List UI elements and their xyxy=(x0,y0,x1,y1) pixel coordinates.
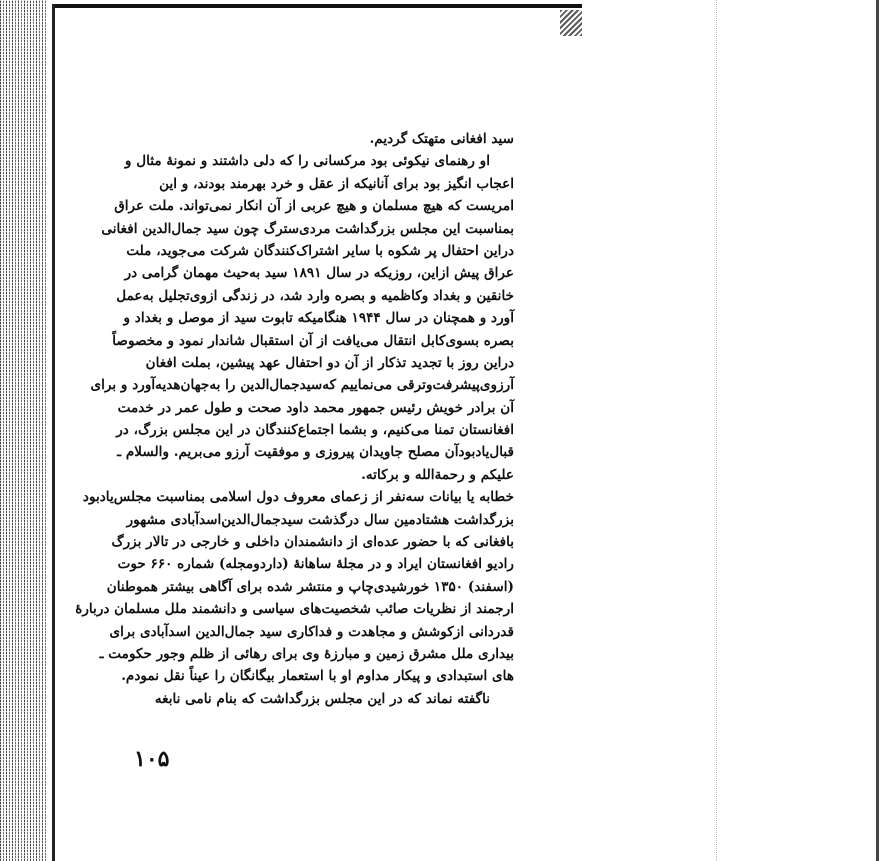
text-line: قدردانی ازکوشش و مجاهدت و فداکاری سید جمال‌الدین اسدآبادی برای xyxy=(109,623,514,640)
corner-scan-artifact xyxy=(560,10,582,36)
text-line: های استبدادی و پیکار مداوم او با استعمار بیگانگان را عیناً نقل نمودم. xyxy=(121,668,514,685)
text-line: بمناسبت این مجلس بزرگداشت مردی‌سترگ چون سید جمال‌الدین افغانی xyxy=(101,220,514,237)
text-line: (اسفند) ۱۳۵۰ خورشیدی‌چاپ و منتشر شده برای آگاهی بیشتر هموطنان xyxy=(106,578,514,595)
text-line: بصره بسوی‌کابل انتقال می‌یافت از آن استقبال شاندار نمود و مخصوصاً xyxy=(112,332,514,349)
text-line: افغانستان تمنا می‌کنیم، و بشما اجتماع‌کنندگان در این مجلس بزرگ، در xyxy=(116,422,514,439)
paragraph-1 xyxy=(130,128,514,150)
paragraph-2 xyxy=(90,150,514,486)
text-line: آن برادر خویش رئیس جمهور محمد داود صحت و طول عمر در خدمت xyxy=(117,399,514,416)
text-line: بزرگداشت هشتادمین سال درگذشت سیدجمال‌الدین‌اسدآبادی مشهور xyxy=(126,511,514,528)
text-line: ارجمند از نظریات صائب شخصیت‌های سیاسی و دانشمند ملل مسلمان دربارهٔ xyxy=(75,601,514,618)
page-top-border xyxy=(52,4,582,8)
text-line: خانقین و بغداد وکاظمیه و بصره وارد شد، در زندگی ازوی‌تجلیل به‌عمل xyxy=(116,287,514,304)
text-line: آورد و همچنان در سال ۱۹۴۴ هنگامیکه تابوت سید از موصل و بغداد و xyxy=(123,310,514,327)
text-line: اعجاب انگیز بود برای آنانیکه از عقل و خرد بهرمند بودند، و این xyxy=(159,175,514,192)
text-line: او رهنمای نیکوئی بود مرکسانی را که دلی داشتند و نمونهٔ مثال و xyxy=(124,153,490,170)
text-line: رادیو افغانستان ایراد و در مجلهٔ ساهانهٔ (داردومجله) شماره ۶۶۰ حوت xyxy=(117,556,514,573)
binding-noise xyxy=(0,0,48,861)
text-line: دراین روز با تجدید تذکار از آن دو احتفال عهد پیشین، بملت افغان xyxy=(145,354,514,371)
text-line: امریست که هیچ مسلمان و هیچ عربی از آن انکار نمی‌تواند. ملت عراق xyxy=(114,198,514,215)
text-line: بافغانی که با حضور عده‌ای از دانشمندان داخلی و خارجی در تالار بزرگ xyxy=(111,534,514,551)
text-line: دراین احتفال پر شکوه با سایر اشتراک‌کنندگان شرکت می‌جوید، ملت xyxy=(126,242,514,259)
far-right-edge xyxy=(876,0,879,861)
text-line: بیداری ملل مشرق زمین و مبارزهٔ وی برای رهائی از ظلم وجور حکومت ـ xyxy=(99,645,514,662)
paragraph-3 xyxy=(75,486,514,710)
right-dotted-rule xyxy=(716,0,717,861)
text-line: قبال‌یادبودآن مصلح جاویدان پیروزی و موفقیت آرزو می‌بریم. والسلام ـ xyxy=(117,444,514,461)
text-line: آرزوی‌پیشرفت‌وترقی می‌نماییم که‌سیدجمال‌الدین را به‌جهان‌هدیه‌آورد و برای xyxy=(90,377,514,394)
text-line: عراق پیش ازاین، روزیکه در سال ۱۸۹۱ سید به‌حیث مهمان گرامی در xyxy=(124,265,514,282)
text-line: سید افغانی متهتک گردیم. xyxy=(369,131,514,147)
document-body xyxy=(75,128,514,710)
page-left-border xyxy=(52,4,55,861)
page-number: ۱۰۵ xyxy=(134,746,170,772)
text-line: ناگفته نماند که در این مجلس بزرگداشت که بنام نامی نابغه xyxy=(154,690,490,707)
text-line: علیکم و رحمة‌الله و برکاته. xyxy=(361,466,514,483)
text-line: خطابه یا بیانات سه‌نفر از زعمای معروف دول اسلامی بمناسبت مجلس‌یادبود xyxy=(82,489,514,506)
